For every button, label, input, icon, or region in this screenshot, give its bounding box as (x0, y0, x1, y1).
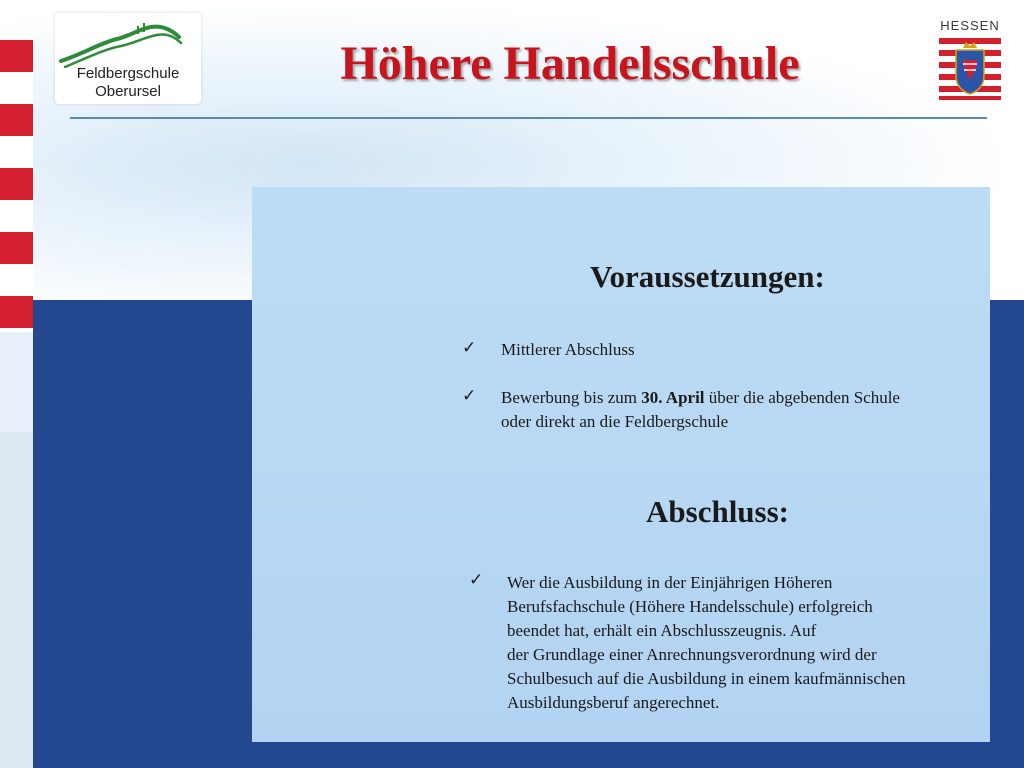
school-logo (55, 13, 201, 104)
left-edge-strip-lower (0, 432, 33, 768)
list-item-text-prefix: Bewerbung bis zum (501, 388, 642, 407)
mountain-logo-icon (55, 13, 201, 68)
hessen-lion-icon (939, 36, 1001, 100)
abschluss-line: Ausbildungsberuf angerechnet. (507, 693, 720, 712)
checkmark-icon: ✓ (462, 338, 477, 358)
left-edge-strip (0, 332, 33, 432)
checkmark-icon: ✓ (462, 386, 477, 406)
abschluss-line: Berufsfachschule (Höhere Handelsschule) erfolgreich (507, 597, 873, 616)
abschluss-line: der Grundlage einer Anrechnungsverordnung wird der (507, 645, 877, 664)
list-item-abschluss (507, 571, 987, 715)
logo-line-2: Oberursel (95, 83, 161, 100)
page-title: Höhere Handelsschule (340, 37, 800, 90)
list-item-bewerbung (501, 386, 981, 434)
hessen-label: HESSEN (940, 18, 1000, 33)
logo-line-1: Feldbergschule (76, 65, 180, 82)
voraussetzungen-heading: Voraussetzungen: (590, 259, 825, 294)
list-item-text: Mittlerer Abschluss (501, 340, 635, 359)
abschluss-line: Wer die Ausbildung in der Einjährigen Höheren (507, 573, 833, 592)
abschluss-heading: Abschluss: (646, 494, 789, 529)
red-white-stripe-decoration (0, 40, 33, 332)
abschluss-line: beendet hat, erhält ein Abschlusszeugnis. Auf (507, 621, 817, 640)
list-item-text-line2: oder direkt an die Feldbergschule (501, 412, 729, 431)
list-item-mittlerer-abschluss (501, 338, 635, 362)
checkmark-icon: ✓ (469, 570, 484, 590)
deadline-date: 30. April (641, 388, 705, 407)
abschluss-line: Schulbesuch auf die Ausbildung in einem kaufmännischen (507, 669, 906, 688)
list-item-text-suffix: über die abgebenden Schule (704, 388, 900, 407)
title-divider (70, 117, 987, 119)
